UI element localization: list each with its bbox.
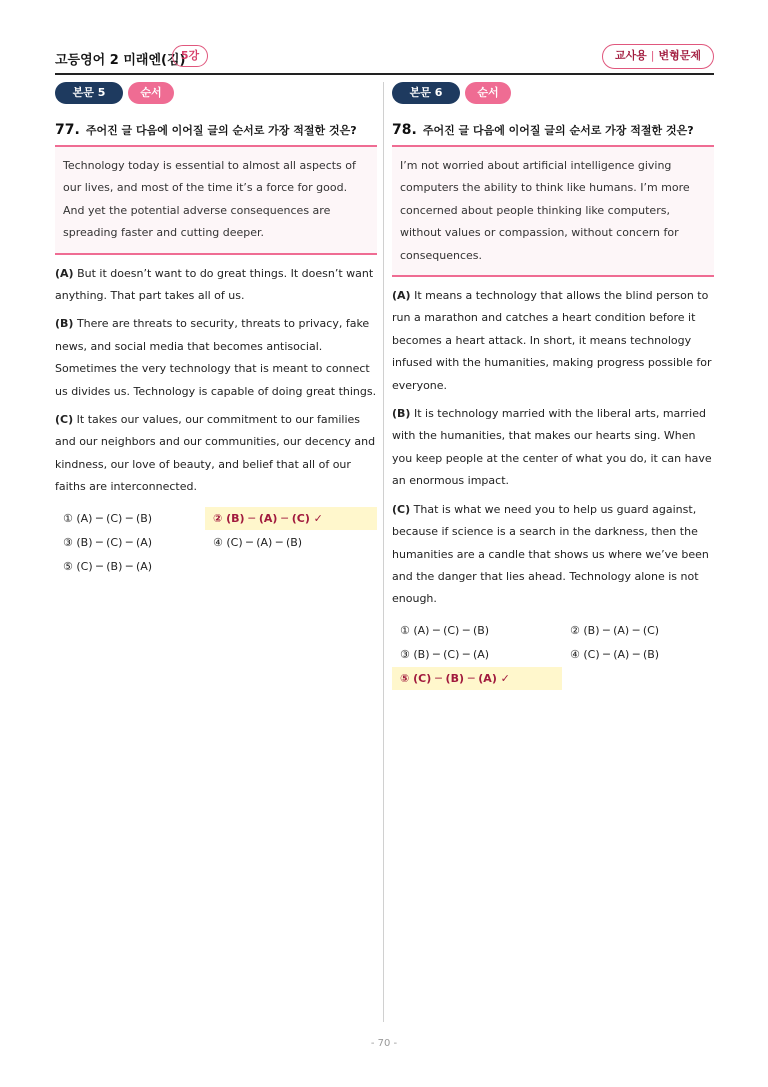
choice-1[interactable]: ① (A) ─ (C) ─ (B) (63, 511, 153, 525)
given-passage: I’m not worried about artificial intelligence giving computers the ability to think like humans. I’m more concerned about people thinking like computers, without values or compassion, without concern for consequences. (392, 145, 714, 277)
paragraph-text: It is technology married with the liberal arts, married with the humanities, that makes our hearts sing. When you keep people at the center of what you do, it can have an enormous impact. (392, 407, 712, 488)
question-78-column (392, 82, 714, 691)
lesson-badge: 5강 (172, 45, 208, 67)
paragraph-label: (B) (55, 317, 74, 331)
paragraph-label: (C) (392, 502, 411, 516)
paragraph-text: It takes our values, our commitment to our families and our neighbors and our communities, our decency and kindness, our love of beauty, and belief that all of our faiths are interconnected. (55, 413, 376, 494)
column-divider (383, 82, 384, 1022)
badge-separator: | (650, 49, 655, 62)
paragraph-label: (B) (392, 407, 411, 421)
question-77-column (55, 82, 377, 579)
paragraph-a (55, 263, 377, 308)
answer-choices (392, 619, 714, 691)
choice-4[interactable]: ④ (C) ─ (A) ─ (B) (570, 647, 660, 661)
type-tag: 순서 (465, 82, 511, 104)
page-number: - 70 - (370, 1038, 398, 1049)
choice-1[interactable]: ① (A) ─ (C) ─ (B) (400, 623, 490, 637)
paragraph-text: That is what we need you to help us guard against, because if science is a search in the darkness, then the humanities are a candle that shows us where we’ve been and the danger that lies ahead. Technology alone is not enough. (392, 502, 709, 606)
passage-tag: 본문 5 (55, 82, 123, 104)
question-tags (392, 82, 714, 104)
paragraph-text: But it doesn’t want to do great things. It doesn’t want anything. That part takes all of us. (55, 266, 374, 303)
choice-2-correct[interactable]: ② (B) ─ (A) ─ (C) ✓ (205, 507, 377, 530)
answer-choices (55, 507, 377, 579)
question-number: 77. (55, 122, 80, 138)
paragraph-a (392, 285, 714, 397)
choice-2[interactable]: ② (B) ─ (A) ─ (C) (570, 623, 660, 637)
question-text: 주어진 글 다음에 이어질 글의 순서로 가장 적절한 것은? (422, 124, 694, 137)
choice-3[interactable]: ③ (B) ─ (C) ─ (A) (63, 535, 153, 549)
paragraph-label: (C) (55, 413, 74, 427)
paragraph-label: (A) (55, 266, 74, 280)
paragraph-b (392, 403, 714, 493)
choice-5-correct[interactable]: ⑤ (C) ─ (B) ─ (A) ✓ (392, 667, 562, 690)
header-rule (55, 73, 714, 75)
teacher-edition-badge (602, 44, 714, 69)
teacher-label: 교사용 (614, 49, 647, 62)
question-text: 주어진 글 다음에 이어질 글의 순서로 가장 적절한 것은? (85, 124, 357, 137)
given-passage: Technology today is essential to almost all aspects of our lives, and most of the time it’s a force for good. And yet the potential adverse consequences are spreading faster and cutting deeper. (55, 145, 377, 255)
paragraph-list (392, 285, 714, 611)
paragraph-text: There are threats to security, threats to privacy, fake news, and social media that becomes antisocial. Sometimes the very technology that is meant to connect us divides us. Technology is capable of doing great things. (55, 317, 377, 398)
choice-3[interactable]: ③ (B) ─ (C) ─ (A) (400, 647, 490, 661)
type-tag: 순서 (128, 82, 174, 104)
question-tags (55, 82, 377, 104)
passage-tag: 본문 6 (392, 82, 460, 104)
textbook-title: 고등영어 2 미래엔(김) (55, 53, 186, 68)
question-number: 78. (392, 122, 417, 138)
paragraph-c (55, 409, 377, 499)
paragraph-c (392, 499, 714, 611)
paragraph-list (55, 263, 377, 499)
paragraph-b (55, 313, 377, 403)
choice-4[interactable]: ④ (C) ─ (A) ─ (B) (213, 535, 303, 549)
paragraph-text: It means a technology that allows the blind person to run a marathon and catches a heart condition before it becomes a heart attack. In short, it means technology infused with the humanities, making progress possible for everyone. (392, 289, 712, 392)
question-prompt (392, 122, 714, 138)
variant-label: 변형문제 (658, 49, 701, 62)
choice-5[interactable]: ⑤ (C) ─ (B) ─ (A) (63, 559, 153, 573)
question-prompt (55, 122, 377, 138)
page-header (55, 44, 714, 74)
paragraph-label: (A) (392, 289, 411, 303)
